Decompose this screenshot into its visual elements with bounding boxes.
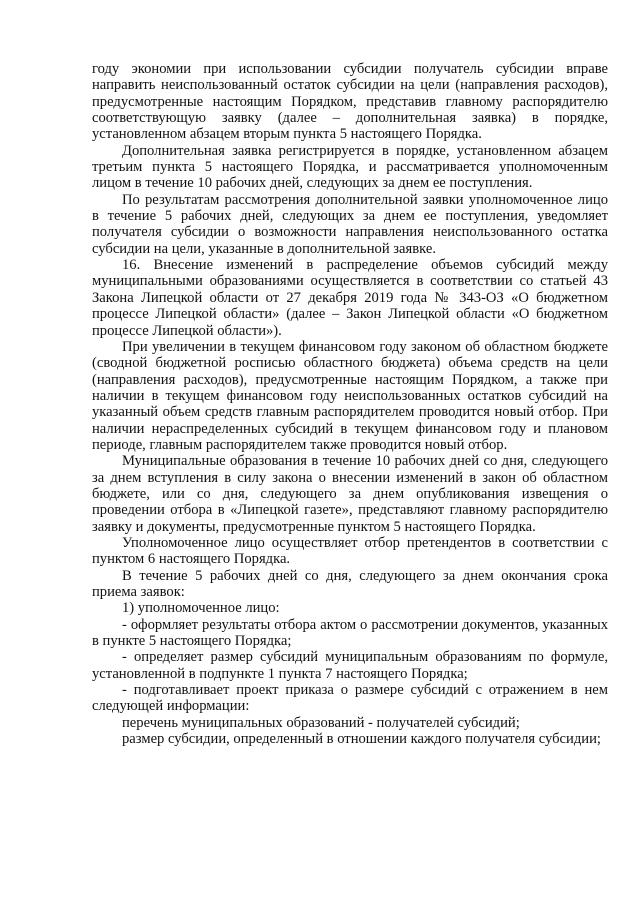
paragraph-4: 16. Внесение изменений в распределение объемов субсидий между муниципальными образованиями осуществляется в соответствии со статьей 43 Закона Липецкой области от 27 декабря 2019 года № 343-ОЗ «О бюджетном процессе Липецкой области» (далее – Закон Липецкой области «О бюджетном процессе Липецкой области»). bbox=[92, 257, 608, 339]
paragraph-6: Муниципальные образования в течение 10 рабочих дней со дня, следующего за днем вступления в силу закона о внесении изменений в закон об областном бюджете, или со дня, следующего за днем опубликования извещения о проведении отбора в «Липецкой газете», представляют главному распорядителю заявку и документы, предусмотренные пунктом 5 настоящего Порядка. bbox=[92, 453, 608, 535]
paragraph-13: перечень муниципальных образований - получателей субсидий; bbox=[122, 714, 520, 731]
paragraph-2: Дополнительная заявка регистрируется в порядке, установленном абзацем третьим пункта 5 настоящего Порядка, и рассматривается уполномоченным лицом в течение 10 рабочих дней, следующих за днем ее поступления. bbox=[92, 142, 608, 192]
paragraph-3: По результатам рассмотрения дополнительной заявки уполномоченное лицо в течение 5 рабочих дней, следующих за днем ее поступления, уведомляет получателя субсидии о возможности направления неиспользованного остатка субсидии на цели, указанные в дополнительной заявке. bbox=[92, 191, 608, 257]
paragraph-10: - оформляет результаты отбора актом о рассмотрении документов, указанных в пункте 5 настоящего Порядка; bbox=[92, 616, 608, 650]
paragraph-12: - подготавливает проект приказа о размере субсидий с отражением в нем следующей информации: bbox=[92, 682, 608, 715]
paragraph-8: В течение 5 рабочих дней со дня, следующего за днем окончания срока приема заявок: bbox=[92, 567, 608, 600]
document-page bbox=[92, 61, 608, 747]
paragraph-11: - определяет размер субсидий муниципальным образованиям по формуле, установленной в подпункте 1 пункта 7 настоящего Порядка; bbox=[92, 649, 608, 682]
paragraph-7: Уполномоченное лицо осуществляет отбор претендентов в соответствии с пунктом 6 настоящего Порядка. bbox=[92, 534, 608, 568]
paragraph-1: году экономии при использовании субсидии получатель субсидии вправе направить неиспользованный остаток субсидии на цели (направления расходов), предусмотренные настоящим Порядком, представив главному распорядителю соответствующую заявку (далее – дополнительная заявка) в порядке, установленном абзацем вторым пункта 5 настоящего Порядка. bbox=[92, 61, 608, 143]
paragraph-5: При увеличении в текущем финансовом году законом об областном бюджете (сводной бюджетной росписью областного бюджета) объема средств на цели (направления расходов), предусмотренные настоящим Порядком, а также при наличии в текущем финансовом году неиспользованных остатков субсидий на указанный объем средств главным распорядителем проводится новый отбор. При наличии нераспределенных субсидий в текущем финансовом году и плановом периоде, главным распорядителем также проводится новый отбор. bbox=[92, 338, 608, 453]
paragraph-9: 1) уполномоченное лицо: bbox=[122, 600, 280, 617]
paragraph-14: размер субсидии, определенный в отношении каждого получателя субсидии; bbox=[122, 731, 601, 748]
